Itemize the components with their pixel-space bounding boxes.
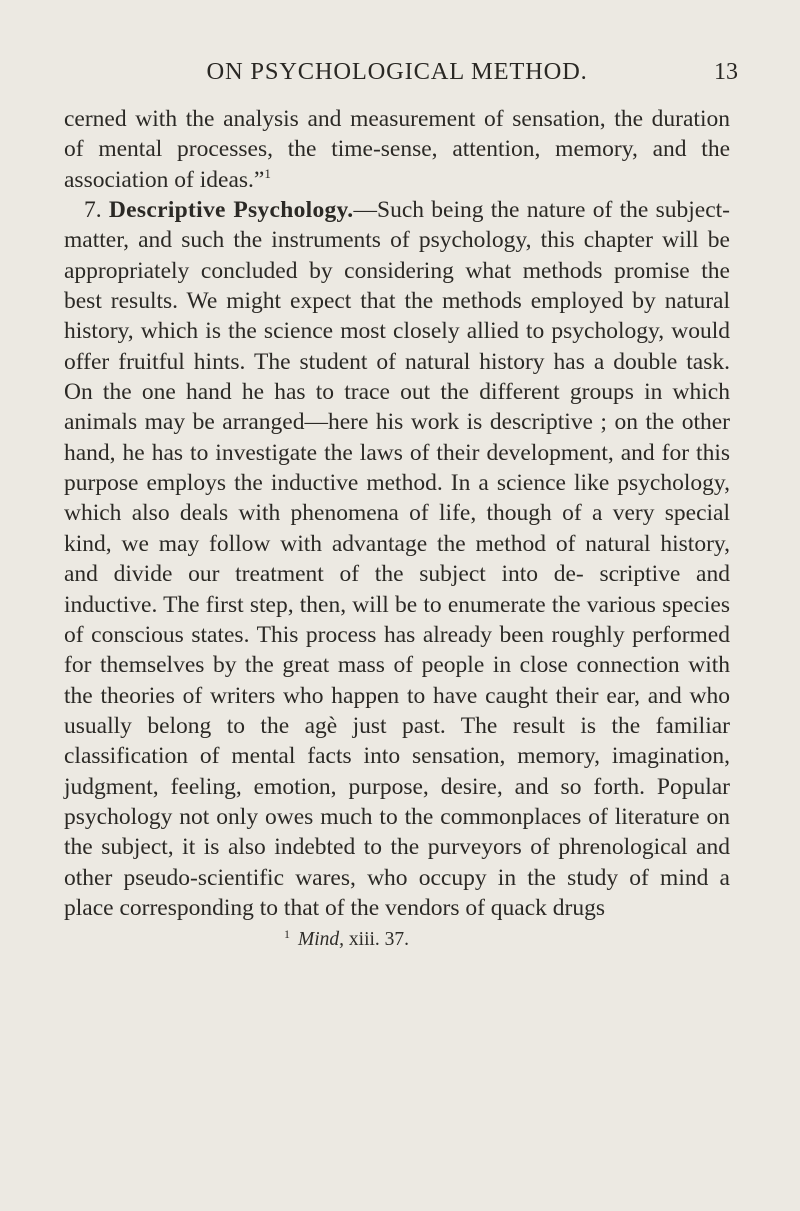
continuation-paragraph <box>64 104 730 195</box>
footnote-marker: 1 <box>284 926 290 941</box>
page-number: 13 <box>714 59 738 85</box>
running-title: ON PSYCHOLOGICAL METHOD. <box>206 58 588 85</box>
continuation-text: cerned with the analysis and measurement of sensation, the duration of mental processes, the time-sense, attention, memory, and the association of ideas.” <box>64 106 730 193</box>
body-text <box>64 104 730 923</box>
running-head <box>64 52 738 92</box>
section-heading: Descriptive Psychology. <box>108 197 354 224</box>
section-number: 7. <box>84 197 102 224</box>
footnote-reference-text: xiii. 37. <box>348 929 410 951</box>
footnote-work-title: Mind, <box>298 929 345 951</box>
footnote-reference: 1 <box>264 165 271 181</box>
section-text: —Such being the nature of the subject-matter, and such the instruments of psychology, this chapter will be appropriately concluded by considering what methods promise the best results. We might expect that the methods employed by natural history, which is the science most closely allied to psychology, would offer fruitful hints. The student of natural history has a double task. On the one hand he has to trace out the different groups in which animals may be arranged—here his work is descriptive ; on the other hand, he has to investigate the laws of their development, and for this purpose employs the inductive method. In a science like psychology, which also deals with phenomena of life, though of a very special kind, we may follow with advantage the method of natural history, and divide our treatment of the subject into de- scriptive and inductive. The first step, then, will be to enumerate the various species of conscious states. This process has already been roughly performed for themselves by the great mass of people in close connection with the theories of writers who happen to have caught their ear, and who usually belong to the agè just past. The result is the familiar classification of mental facts into sensation, memory, imagination, judgment, feeling, emotion, purpose, desire, and so forth. Popular psychology not only owes much to the commonplaces of literature on the subject, it is also indebted to the purveyors of phrenological and other pseudo-scientific wares, who occupy in the study of mind a place corresponding to that of the vendors of quack drugs <box>64 197 730 921</box>
footnote <box>64 927 730 953</box>
section-paragraph <box>64 195 730 923</box>
